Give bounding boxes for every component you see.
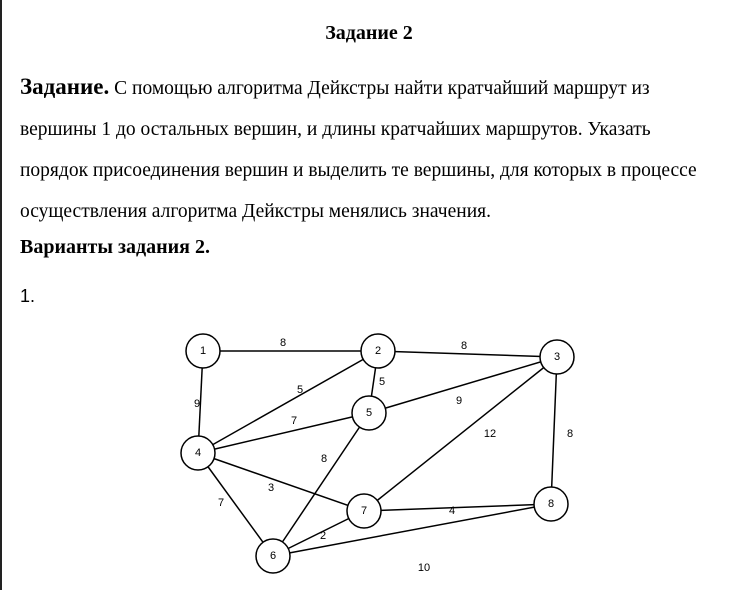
- node-label: 1: [199, 345, 207, 357]
- graph-node-6: [256, 539, 290, 573]
- edge-weight-6-8: 10: [417, 562, 431, 574]
- graph-edge-4-5: [198, 413, 369, 453]
- node-label: 4: [194, 447, 202, 459]
- edge-weight-2-4: 5: [296, 384, 304, 396]
- graph-edges: [198, 351, 557, 556]
- edge-weight-1-2: 8: [279, 337, 287, 349]
- node-label: 5: [365, 407, 373, 419]
- graph-edge-2-4: [198, 351, 378, 453]
- graph-node-1: [186, 334, 220, 368]
- edge-weight-3-8: 8: [566, 428, 574, 440]
- variant-number: 1.: [20, 286, 36, 306]
- edge-weight-1-4: 9: [193, 398, 201, 410]
- variants-heading: Варианты задания 2.: [20, 236, 210, 258]
- edge-weight-3-7: 12: [483, 428, 497, 440]
- graph-edge-2-3: [378, 351, 557, 357]
- edge-weight-2-5: 5: [378, 376, 386, 388]
- task-text: С помощью алгоритма Дейкстры найти кратчайший маршрут из вершины 1 до остальных вершин, и длины кратчайших маршрутов. Указать порядок присоединения вершин и выделить те вершины, для которых в процессе осуществления алгоритма Дейкстры менялись значения.: [20, 78, 697, 222]
- edge-weight-2-3: 8: [460, 340, 468, 352]
- edge-weight-5-6: 8: [320, 453, 328, 465]
- node-label: 8: [547, 498, 555, 510]
- graph-node-7: [347, 494, 381, 528]
- graph-node-2: [361, 334, 395, 368]
- graph-node-8: [534, 487, 568, 521]
- graph-edge-3-8: [551, 357, 557, 504]
- graph-edge-6-8: [273, 504, 551, 556]
- graph-edge-4-6: [198, 453, 273, 556]
- edge-weight-5-3: 9: [455, 395, 463, 407]
- graph-edge-3-7: [364, 357, 557, 511]
- graph-node-4: [181, 436, 215, 470]
- edge-weight-7-8: 4: [448, 505, 456, 517]
- graph-edge-weights: [194, 337, 573, 574]
- edge-weight-7-6: 2: [319, 530, 327, 542]
- edge-weight-4-5: 7: [290, 415, 298, 427]
- node-label: 7: [360, 505, 368, 517]
- node-label: 6: [269, 550, 277, 562]
- node-label: 3: [553, 351, 561, 363]
- edge-weight-4-7: 3: [267, 482, 275, 494]
- graph-node-5: [352, 396, 386, 430]
- page-title: Задание 2: [325, 22, 413, 44]
- graph-node-3: [540, 340, 574, 374]
- task-label: Задание.: [20, 74, 110, 99]
- graph-edge-5-3: [369, 357, 557, 413]
- edge-weight-4-6: 7: [217, 497, 225, 509]
- node-label: 2: [374, 345, 382, 357]
